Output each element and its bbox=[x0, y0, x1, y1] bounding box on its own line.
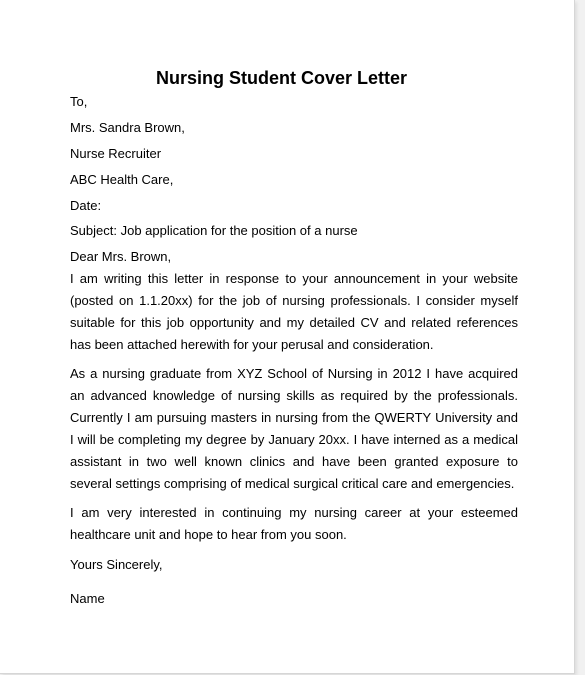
signature-name: Name bbox=[70, 591, 105, 607]
organization-name: ABC Health Care, bbox=[70, 171, 174, 187]
body-paragraph-2: As a nursing graduate from XYZ School of Nursing in 2012 I have acquired an advanced knowledge of nursing skills as required by the professionals. Currently I am pursuing masters in nursing from the QWERTY University and I will be completing my degree by January 20xx. I have interned as a medical assistant in two well known clinics and have been granted exposure to several settings comprising of medical surgical critical care and emergencies. bbox=[70, 366, 518, 492]
greeting: Dear Mrs. Brown, bbox=[70, 249, 172, 265]
letter-title: Nursing Student Cover Letter bbox=[155, 68, 408, 88]
closing-line: Yours Sincerely, bbox=[70, 557, 163, 573]
body-paragraph-1: I am writing this letter in response to your announcement in your website (posted on 1.1.20xx) for the job of nursing professionals. I consider myself suitable for this job opportunity and my detailed CV and related references has been attached herewith for your perusal and consideration. bbox=[70, 271, 518, 353]
recipient-name: Mrs. Sandra Brown, bbox=[70, 119, 185, 135]
subject-line: Subject: Job application for the position of a nurse bbox=[70, 223, 358, 239]
date-label: Date: bbox=[70, 197, 102, 213]
letter-body bbox=[70, 93, 518, 608]
salutation-to: To, bbox=[70, 94, 88, 109]
body-paragraph-3: I am very interested in continuing my nursing career at your esteemed healthcare unit and hope to hear from you soon. bbox=[70, 505, 518, 543]
recipient-title: Nurse Recruiter bbox=[70, 145, 162, 161]
